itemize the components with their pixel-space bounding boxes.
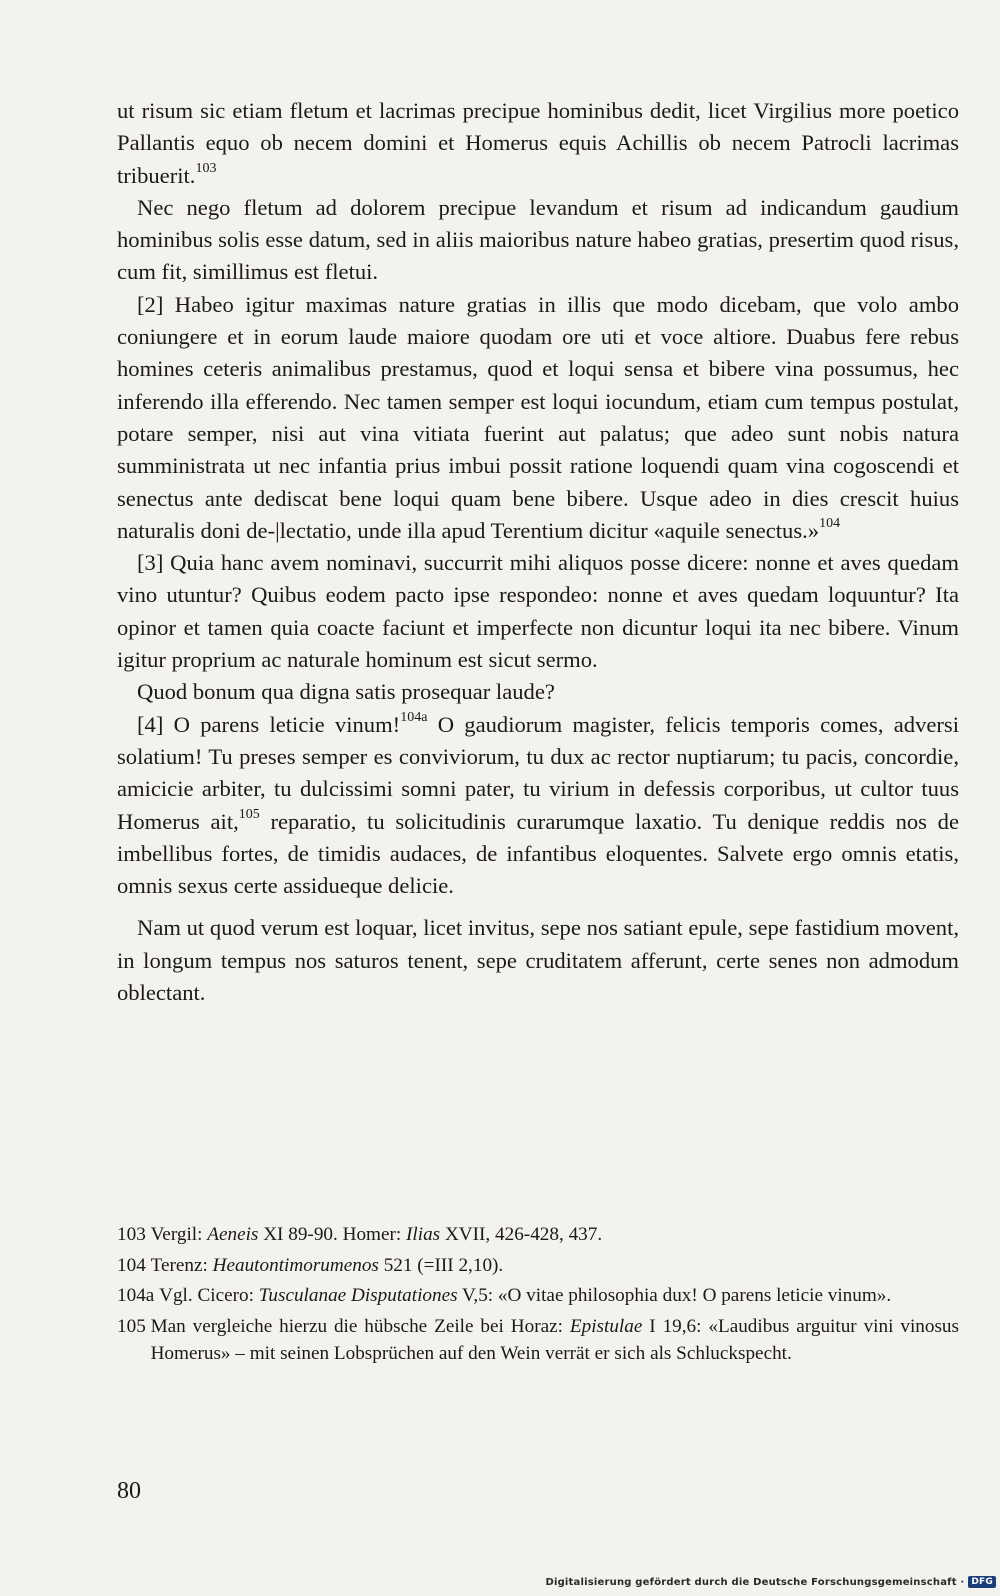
footnote-104: 104 Terenz: Heautontimorumenos 521 (=III 2,10). (117, 1254, 504, 1276)
footnote-ref-104a[interactable]: 104a (400, 710, 428, 726)
dfg-logo-icon: DFG (968, 1576, 996, 1588)
footnotes (117, 1222, 959, 1372)
footnote-ref-103[interactable]: 103 (195, 161, 217, 177)
paragraph-5: Quod bonum qua digna satis prosequar laude? (137, 679, 555, 705)
paragraph-2: Nec nego fletum ad dolorem precipue levandum et risum ad indicandum gaudium hominibus solis esse datum, sed in aliis maioribus nature habeo gratias, presertim quod risus, cum fit, simillimus est fletui. (117, 194, 959, 285)
digitization-footer (545, 1576, 996, 1588)
paragraph-4: [3] Quia hanc avem nominavi, succurrit mihi aliquos posse dicere: nonne et aves quedam vino utuntur? Quibus eodem pacto ipse respondeo: nonne et aves quedam loquuntur? Ita opinor et tamen quia coacte faciunt et imperfecte non dicuntur loqui ita nec bibere. Vinum igitur proprium ac naturale hominum est sicut sermo. (117, 550, 959, 673)
footnote-ref-104[interactable]: 104 (819, 516, 841, 532)
footnote-104a: 104a Vgl. Cicero: Tusculanae Disputationes V,5: «O vitae philosophia dux! O parens leticie vinum». (117, 1285, 892, 1307)
paragraph-6: [4] O parens leticie vinum!$^{104a}$ O gaudiorum magister, felicis temporis comes, adversi solatium! Tu preses semper es conviviorum, tu dux ac rector nuptiarum; tu pacis, concordie, amicicie arbiter, tu dulcissimi somni pater, tu virium in defessis corporibus, ut cultor tuus Homerus ait,$^{105}$ reparatio, tu solicitudinis curarumque laxatio. Tu denique reddis nos de imbellibus fortes, de timidis audaces, de infantibus eloquentes. Salvete ergo omnis etatis, omnis sexus certe assidueque delicie. (117, 710, 959, 899)
page-number: 80 (117, 1478, 141, 1504)
footnote-103: 103 Vergil: Aeneis XI 89-90. Homer: Ilias XVII, 426-428, 437. (117, 1224, 603, 1245)
paragraph-3: [2] Habeo igitur maximas nature gratias in illis que modo dicebam, que volo ambo coniungere et in eorum laude maiore quodam ore uti et voce altiore. Duabus fere rebus homines ceteris animalibus prestamus, quod et loqui sensa et bibere vina possumus, hec inferendo illa efferendo. Nec tamen semper est loqui iocundum, etiam cum tempus postulat, potare semper, nisi aut vina vitiata fuerint aut palatus; que adeo sunt nobis natura sumministrata ut nec infantia prius imbui possit ratione loquendi quam vina cogoscendi et senectus ante dediscat bene loqui quam bene bibere. Usque adeo in dies crescit huius naturalis doni de-|lectatio, unde illa apud Terentium dicitur «aquile senectus.»$^{104}$ (117, 291, 959, 543)
main-text (117, 95, 959, 1009)
footnote-ref-105[interactable]: 105 (238, 807, 260, 822)
paragraph-1: ut risum sic etiam fletum et lacrimas precipue hominibus dedit, licet Virgilius more poetico Pallantis equo ob necem domini et Homerus equis Achillis ob necem Patrocli lacrimas tribuerit.$^{103}$ (117, 98, 959, 188)
footer-text: Digitalisierung gefördert durch die Deutsche Forschungsgemeinschaft · (545, 1576, 965, 1588)
footnote-105: 105 Man vergleiche hierzu die hübsche Zeile bei Horaz: Epistulae I 19,6: «Laudibus arguitur vini vinosus Homerus» – mit seinen Lobsprüchen auf den Wein verrät er sich als Schluckspecht. (117, 1316, 959, 1364)
paragraph-7: Nam ut quod verum est loquar, licet invitus, sepe nos satiant epule, sepe fastidium movent, in longum tempus nos saturos tenent, sepe cruditatem afferunt, certe senes non admodum oblectant. (117, 915, 959, 1006)
